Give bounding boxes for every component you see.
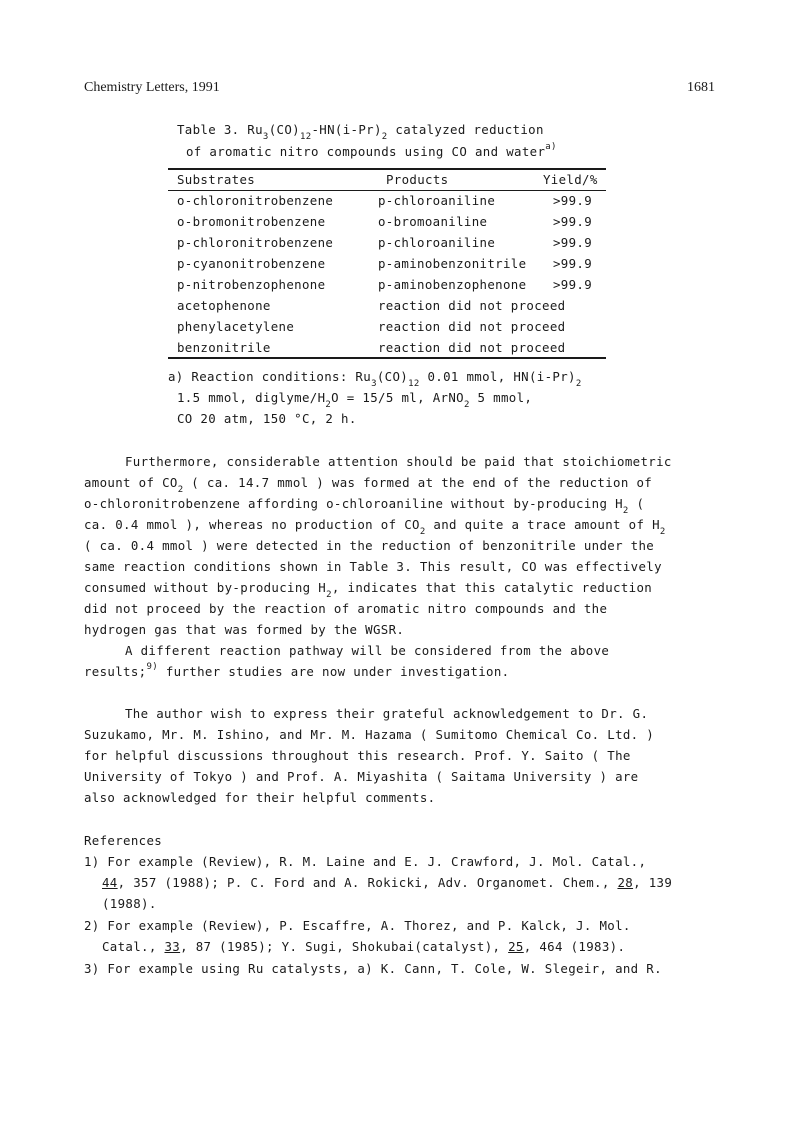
page-number: 1681 [687,80,715,95]
body-line: ( ca. 0.4 mmol ) were detected in the reduction of benzonitrile under the [84,538,655,553]
references-heading: References [84,833,163,848]
substrate-cell: acetophenone [177,298,271,313]
product-cell: p-chloroaniline [378,235,496,250]
body-line: o-chloronitrobenzene affording o-chloroaniline without by-producing $H_2$ ( [84,496,645,516]
table-footnote-line2: 1.5 mmol, diglyme/$H_2O = 15/5$ ml, ArNO$_2$ 5 mmol, [177,390,533,410]
table-header-products: Products [386,172,449,187]
substrate-cell: p-cyanonitrobenzene [177,256,326,271]
table-caption-line2: of aromatic nitro compounds using CO and water$^{a)}$ [186,142,557,159]
acknowledgement-line: also acknowledged for their helpful comments. [84,790,436,805]
substrate-cell: p-chloronitrobenzene [177,235,334,250]
product-cell: reaction did not proceed [378,340,566,355]
reference-line: 3) For example using Ru catalysts, a) K. Cann, T. Cole, W. Slegeir, and R. [84,961,662,976]
acknowledgement-line: for helpful discussions throughout this research. Prof. Y. Saito ( The [84,748,631,763]
yield-cell: >99.9 [553,256,593,271]
body-line: hydrogen gas that was formed by the WGSR. [84,622,405,637]
body-line: amount of $CO_2$ ( ca. 14.7 mmol ) was formed at the end of the reduction of [84,475,653,495]
body-line: same reaction conditions shown in Table 3. This result, CO was effectively [84,559,662,574]
body-line: results;$^{9)}$ further studies are now under investigation. [84,662,510,679]
yield-cell: >99.9 [553,235,593,250]
table-bottom-rule [168,357,606,359]
table-caption-line1: Table 3. $Ru_3(CO)_{12}-HN(i-Pr)_2$ catalyzed reduction [177,122,544,142]
reference-line: 44, 357 (1988); P. C. Ford and A. Rokicki, Adv. Organomet. Chem., 28, 139 [102,875,673,890]
substrate-cell: benzonitrile [177,340,271,355]
table-header-yield: Yield/% [543,172,598,187]
body-line: A different reaction pathway will be considered from the above [125,643,610,658]
reference-line: (1988). [102,896,157,911]
acknowledgement-line: Suzukamo, Mr. M. Ishino, and Mr. M. Hazama ( Sumitomo Chemical Co. Ltd. ) [84,727,655,742]
table-top-rule [168,168,606,170]
substrate-cell: o-chloronitrobenzene [177,193,334,208]
product-cell: reaction did not proceed [378,298,566,313]
acknowledgement-line: University of Tokyo ) and Prof. A. Miyashita ( Saitama University ) are [84,769,639,784]
substrate-cell: p-nitrobenzophenone [177,277,326,292]
substrate-cell: phenylacetylene [177,319,295,334]
substrate-cell: o-bromonitrobenzene [177,214,326,229]
body-line: ca. 0.4 mmol ), whereas no production of $CO_2$ and quite a trace amount of $H_2$ [84,517,666,537]
body-line: consumed without by-producing $H_2$, indicates that this catalytic reduction [84,580,653,600]
reference-line: 2) For example (Review), P. Escaffre, A. Thorez, and P. Kalck, J. Mol. [84,918,631,933]
product-cell: p-aminobenzonitrile [378,256,527,271]
table-header-substrates: Substrates [177,172,256,187]
reference-line: 1) For example (Review), R. M. Laine and E. J. Crawford, J. Mol. Catal., [84,854,647,869]
body-line: did not proceed by the reaction of aromatic nitro compounds and the [84,601,608,616]
product-cell: p-chloroaniline [378,193,496,208]
acknowledgement-line: The author wish to express their grateful acknowledgement to Dr. G. [125,706,649,721]
table-footnote-line3: CO 20 atm, 150 °C, 2 h. [177,411,357,426]
yield-cell: >99.9 [553,214,593,229]
product-cell: p-aminobenzophenone [378,277,527,292]
reference-line: Catal., 33, 87 (1985); Y. Sugi, Shokubai(catalyst), 25, 464 (1983). [102,939,626,954]
table-header-rule [168,190,606,191]
product-cell: reaction did not proceed [378,319,566,334]
body-line: Furthermore, considerable attention should be paid that stoichiometric [125,454,672,469]
yield-cell: >99.9 [553,193,593,208]
running-header-journal: Chemistry Letters, 1991 [84,80,220,95]
product-cell: o-bromoaniline [378,214,488,229]
table-footnote-line1: a) Reaction conditions: $Ru_3(CO)_{12}$ 0.01 mmol, $HN(i-Pr)_2$ [168,369,582,389]
yield-cell: >99.9 [553,277,593,292]
